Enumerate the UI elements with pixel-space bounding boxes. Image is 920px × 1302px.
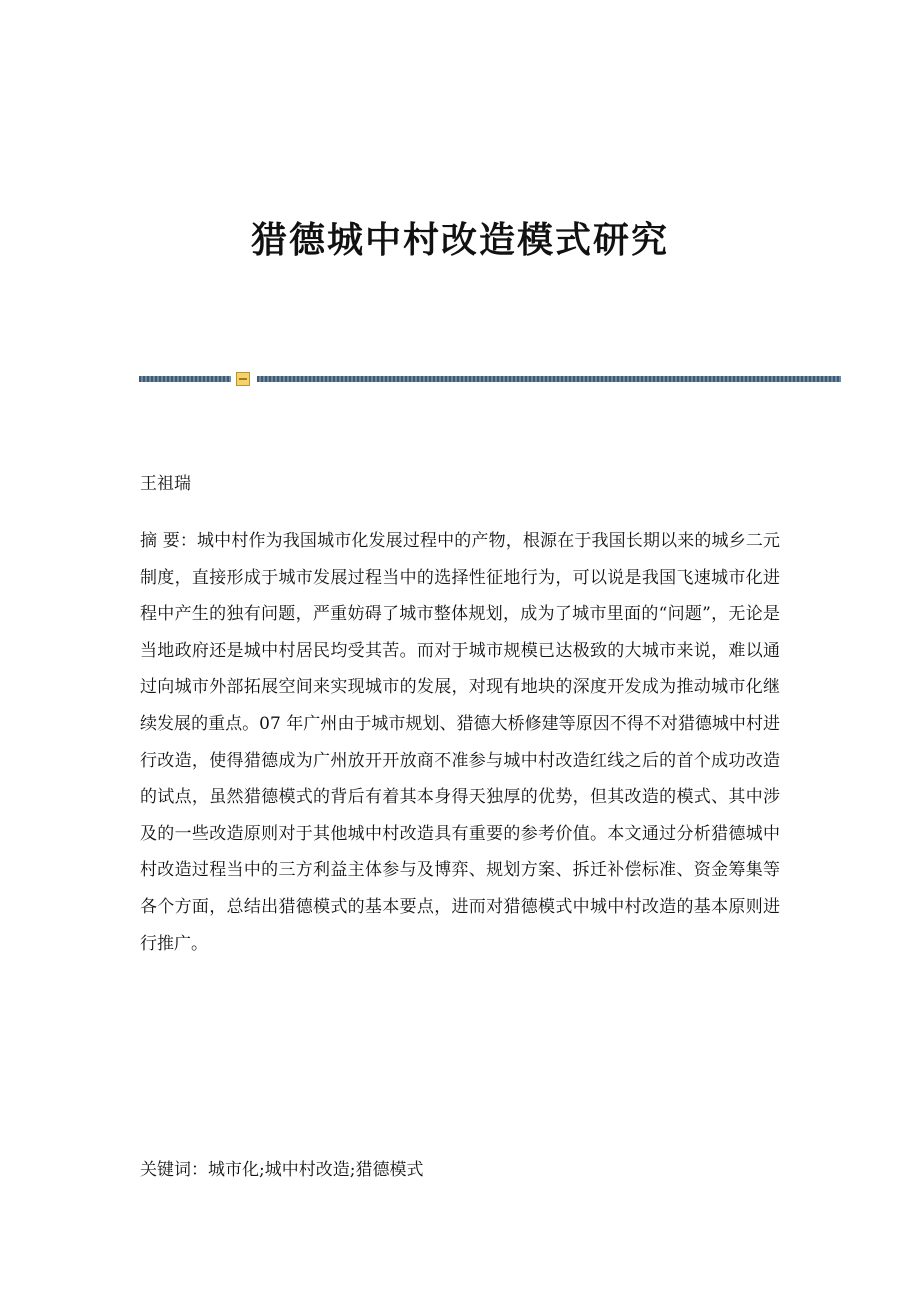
author-name: 王祖瑞 [140,474,191,494]
paper-title: 猎德城中村改造模式研究 [250,219,669,261]
keywords [140,1156,423,1184]
divider-bar-left [139,376,231,382]
title-divider [139,372,841,386]
abstract-label: 摘 要： [140,531,198,551]
abstract [140,523,780,962]
keywords-text: 城市化;城中村改造;猎德模式 [208,1160,424,1180]
divider-ornament-icon [236,372,250,386]
divider-bar-right [257,376,841,382]
abstract-text: 城中村作为我国城市化发展过程中的产物，根源在于我国长期以来的城乡二元制度，直接形成于城市发展过程当中的选择性征地行为，可以说是我国飞速城市化进程中产生的独有问题，严重妨碍了城市整体规划，成为了城市里面的“问题”，无论是当地政府还是城中村居民均受其苦。而对于城市规模已达极致的大城市来说，难以通过向城市外部拓展空间来实现城市的发展，对现有地块的深度开发成为推动城市化继续发展的重点。07 年广州由于城市规划、猎德大桥修建等原因不得不对猎德城中村进行改造，使得猎德成为广州放开开放商不准参与城中村改造红线之后的首个成功改造的试点，虽然猎德模式的背后有着其本身得天独厚的优势，但其改造的模式、其中涉及的一些改造原则对于其他城中村改造具有重要的参考价值。本文通过分析猎德城中村改造过程当中的三方利益主体参与及博弈、规划方案、拆迁补偿标准、资金筹集等各个方面，总结出猎德模式的基本要点，进而对猎德模式中城中村改造的基本原则进行推广。 [140,531,781,954]
keywords-label: 关键词： [140,1160,208,1180]
